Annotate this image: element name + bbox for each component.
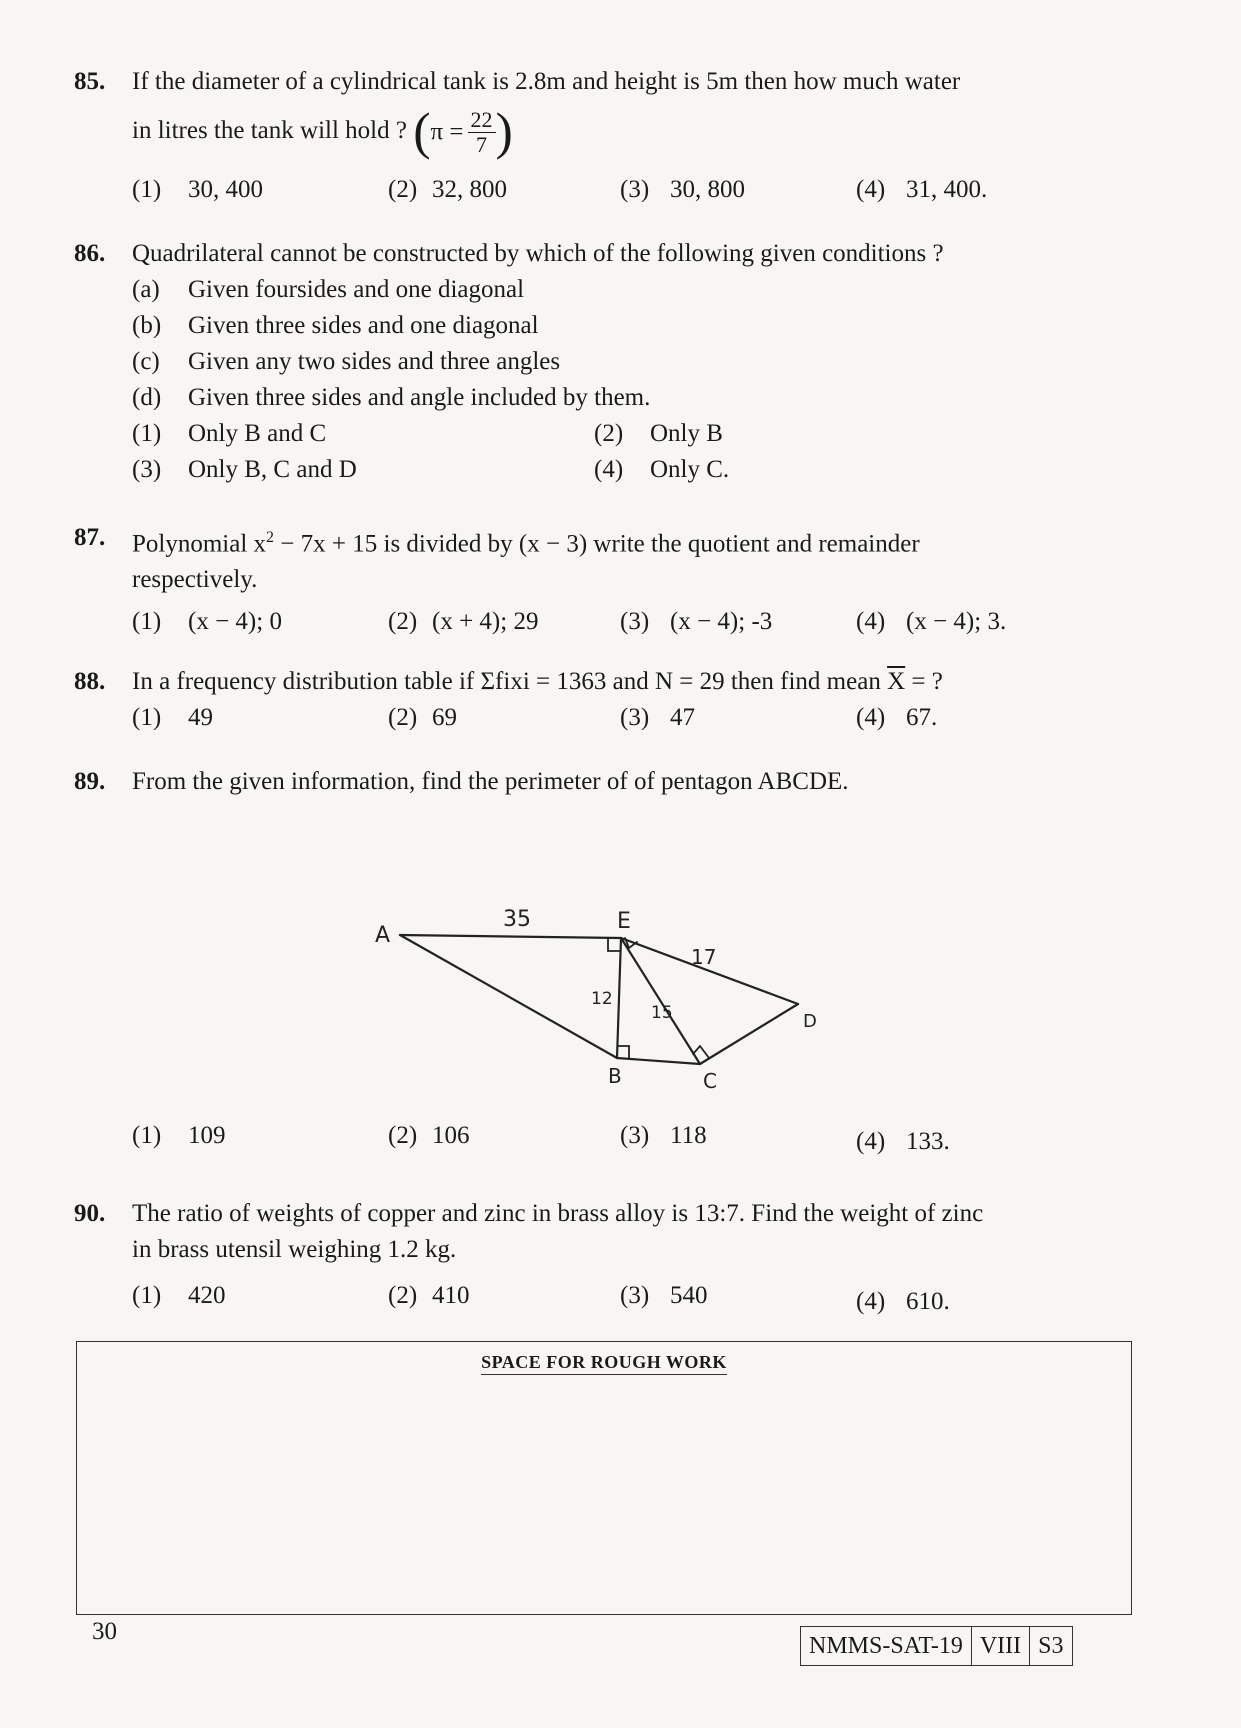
options [132,1278,1124,1314]
option-text: 540 [670,1282,708,1309]
option-text: 420 [188,1282,226,1309]
option-3[interactable] [132,452,357,488]
condition-letter: (c) [132,348,160,375]
option-3[interactable] [620,1118,707,1154]
options [132,700,1124,736]
option-text: 610. [906,1288,950,1315]
vertex-label-D: D [803,1011,817,1032]
option-2[interactable] [388,1278,470,1314]
question-number: 87. [74,524,106,551]
option-1[interactable] [132,1118,226,1154]
question-text-line2: in brass utensil weighing 1.2 kg. [132,1236,457,1263]
options [132,1118,1124,1154]
right-angle-mark-E [608,938,620,951]
question-text-part: In a frequency distribution table if Σfixi = 1363 and N = 29 then find mean [132,668,881,695]
fraction-numerator: 22 [468,108,496,133]
measure-EC: 15 [651,1003,673,1023]
right-angle-mark-B [618,1046,629,1058]
fraction-denominator: 7 [476,131,488,157]
condition-text: Given three sides and one diagonal [188,312,539,339]
option-4[interactable] [856,700,937,736]
option-number: (3) [620,704,650,731]
question-text-line2 [132,100,1124,162]
page-number: 30 [92,1618,117,1645]
option-text: 106 [432,1122,470,1149]
measure-AE: 35 [503,907,531,932]
options [132,604,1124,640]
question-number: 86. [74,240,106,267]
question-87 [74,520,1124,640]
condition-b [132,308,1124,344]
option-text: 69 [432,704,457,731]
side-BC [617,1058,700,1064]
options-row1 [132,416,1124,452]
rough-work-title [77,1352,1131,1373]
option-number: (1) [132,176,162,203]
option-3[interactable] [620,700,695,736]
option-number: (3) [620,1282,650,1309]
vertex-label-E: E [617,909,631,934]
option-text: 133. [906,1128,950,1155]
option-number: (4) [856,704,886,731]
option-2[interactable] [594,416,723,452]
option-2[interactable] [388,1118,470,1154]
option-text: (x + 4); 29 [432,608,539,636]
question-text: The ratio of weights of copper and zinc in brass alloy is 13:7. Find the weight of zinc [132,1200,984,1227]
question-text-part: in litres the tank will hold ? [132,117,407,144]
fraction [468,108,496,157]
question-text [132,664,1124,700]
question-number: 90. [74,1200,106,1227]
options [132,172,1124,208]
options-row2 [132,452,1124,488]
option-number: (2) [388,176,418,203]
option-number: (1) [132,1122,162,1149]
option-number: (1) [132,704,162,731]
option-text: Only B, C and D [188,456,357,483]
rough-work-box [76,1341,1132,1615]
left-paren: ( [413,103,431,161]
question-90 [74,1196,1124,1314]
option-text: (x − 4); 0 [188,608,282,636]
question-text-part: − 7x + 15 is divided by (x − 3) write the quotient and remainder [274,530,920,558]
option-4[interactable] [856,172,987,208]
condition-text: Given foursides and one diagonal [188,276,525,303]
option-text: 30, 800 [670,176,745,203]
option-text: 32, 800 [432,176,507,203]
question-number: 88. [74,668,106,695]
option-number: (2) [388,608,418,636]
right-paren: ) [495,103,513,161]
segment-EC [621,938,700,1064]
paper-code-class: VIII [972,1627,1030,1665]
side-AB [400,935,617,1058]
option-number: (4) [594,456,624,483]
option-number: (2) [594,420,624,447]
pi-symbol: π = [430,118,464,146]
measure-ED: 17 [691,945,717,969]
question-text: Quadrilateral cannot be constructed by which of the following given conditions ? [132,240,944,267]
condition-d [132,380,1124,416]
option-text: Only C. [650,456,730,483]
measure-EB: 12 [591,989,613,1009]
option-number: (2) [388,1122,418,1149]
option-text: 47 [670,704,695,731]
option-1[interactable] [132,172,263,208]
option-text: 49 [188,704,213,731]
option-text: 410 [432,1282,470,1309]
option-number: (2) [388,704,418,731]
condition-letter: (d) [132,384,162,411]
option-4[interactable] [594,452,729,488]
question-text-line2: respectively. [132,566,258,594]
pentagon-figure [375,898,835,1098]
option-4[interactable] [856,1284,950,1320]
question-86 [74,236,1124,488]
condition-text: Given three sides and angle included by them. [188,384,651,411]
question-number: 85. [74,68,106,95]
option-3[interactable] [620,604,772,640]
side-AE [400,935,621,938]
segment-EB [617,938,621,1058]
option-2[interactable] [388,700,457,736]
option-number: (4) [856,608,886,636]
option-1[interactable] [132,1278,226,1314]
paper-code [800,1626,1073,1666]
condition-c [132,344,1124,380]
option-number: (2) [388,1282,418,1309]
question-text-part: = ? [911,668,943,695]
option-text: (x − 4); -3 [670,608,773,636]
option-3[interactable] [620,172,745,208]
option-text: 67. [906,704,938,731]
question-88 [74,664,1124,736]
option-1[interactable] [132,700,213,736]
option-number: (3) [620,1122,650,1149]
question-89-options [74,1118,1124,1154]
rough-work-title-text: SPACE FOR ROUGH WORK [481,1352,727,1375]
option-number: (3) [620,608,650,636]
option-number: (3) [132,456,162,483]
condition-a [132,272,1124,308]
condition-letter: (b) [132,312,162,339]
condition-letter: (a) [132,276,160,303]
option-number: (4) [856,1288,886,1315]
question-85 [74,64,1124,208]
option-text: Only B and C [188,420,327,447]
option-number: (4) [856,176,886,203]
option-1[interactable] [132,416,326,452]
option-number: (1) [132,1282,162,1309]
paper-code-series: S3 [1038,1633,1064,1659]
vertex-label-C: C [703,1069,717,1093]
condition-text: Given any two sides and three angles [188,348,561,375]
option-text: 118 [670,1122,707,1149]
option-number: (4) [856,1128,886,1155]
question-text-part: Polynomial x [132,530,267,558]
option-3[interactable] [620,1278,708,1314]
option-2[interactable] [388,172,507,208]
option-4[interactable] [856,1124,950,1160]
question-text [132,520,1124,562]
vertex-label-A: A [375,923,391,948]
exponent: 2 [266,529,275,546]
option-text: 31, 400. [906,176,988,203]
option-2[interactable] [388,604,538,640]
mean-symbol: $\overline{X}$ [887,668,906,695]
question-text: If the diameter of a cylindrical tank is 2.8m and height is 5m then how much water [132,68,961,95]
side-CD [700,1004,798,1064]
option-number: (1) [132,420,162,447]
question-89 [74,764,1124,800]
option-number: (3) [620,176,650,203]
option-text: (x − 4); 3. [906,608,1007,636]
vertex-label-B: B [608,1064,622,1088]
option-text: 30, 400 [188,176,263,203]
option-4[interactable] [856,604,1006,640]
question-number: 89. [74,768,106,795]
option-1[interactable] [132,604,282,640]
option-text: Only B [650,420,723,447]
paper-code-exam: NMMS-SAT-19 [801,1627,972,1665]
option-number: (1) [132,608,162,636]
question-text: From the given information, find the perimeter of of pentagon ABCDE. [132,768,849,795]
option-text: 109 [188,1122,226,1149]
